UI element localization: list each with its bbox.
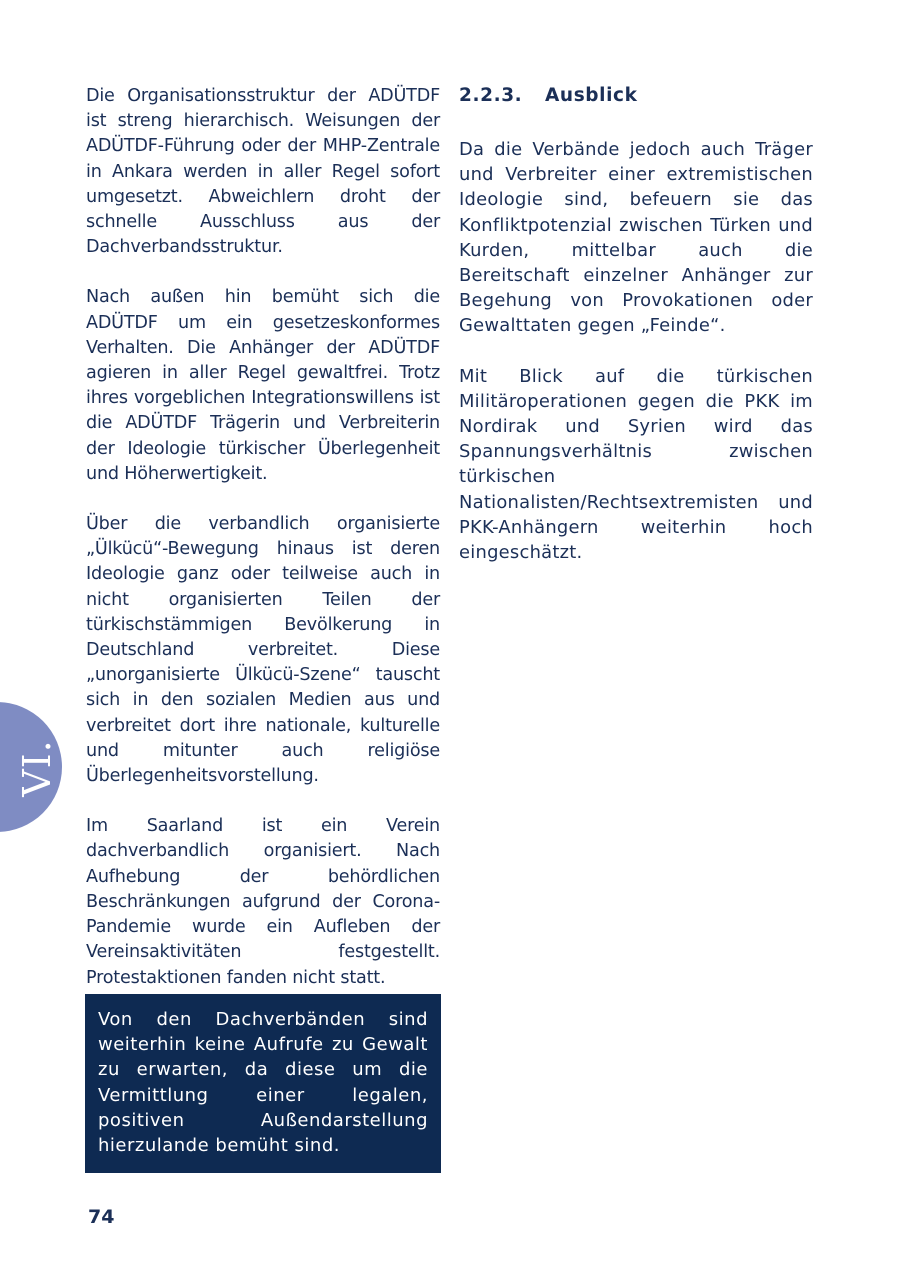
section-heading bbox=[459, 84, 813, 108]
callout-box bbox=[85, 994, 441, 1173]
paragraph-saarland: Im Saarland ist ein Verein dachverbandlich organisiert. Nach Aufhebung der behördlichen Beschränkungen aufgrund der Corona-Pandemie wurde ein Aufleben der Vereinsaktivitäten festgestellt. Protestaktionen fanden nicht statt. bbox=[86, 816, 440, 988]
paragraph-military-operations: Mit Blick auf die türkischen Militäroperationen gegen die PKK im Nordirak und Syrien wird das Spannungsverhältnis zwischen türkischen Nationalisten/Rechtsextremisten und PKK-Anhängern weiterhin hoch eingeschätzt. bbox=[459, 365, 813, 564]
paragraph-organisation: Die Organisationsstruktur der ADÜTDF ist streng hierarchisch. Weisungen der ADÜTDF-Führung oder der MHP-Zentrale in Ankara werden in aller Regel sofort umgesetzt. Abweichlern droht der schnelle Ausschluss aus der Dachverbandsstruktur. bbox=[86, 86, 440, 258]
section-number: 2.2.3. bbox=[459, 85, 523, 106]
chapter-label: VI. bbox=[15, 739, 59, 797]
page-number: 74 bbox=[88, 1206, 115, 1228]
right-column bbox=[459, 84, 813, 590]
left-column bbox=[86, 84, 440, 1016]
section-title: Ausblick bbox=[545, 85, 638, 106]
paragraph-legal-behaviour: Nach außen hin bemüht sich die ADÜTDF um ein gesetzeskonformes Verhalten. Die Anhänger der ADÜTDF agieren in aller Regel gewaltfrei. Trotz ihres vorgeblichen Integrationswillens ist die ADÜTDF Trägerin und Verbreiterin der Ideologie türkischer Überlegenheit und Höherwertigkeit. bbox=[86, 287, 440, 484]
paragraph-conflict-potential: Da die Verbände jedoch auch Träger und Verbreiter einer extremistischen Ideologie sind, befeuern sie das Konfliktpotenzial zwischen Türken und Kurden, mittelbar auch die Bereitschaft einzelner Anhänger zur Begehung von Provokationen oder Gewalttaten gegen „Feinde“. bbox=[459, 139, 813, 337]
paragraph-ulkucu-movement: Über die verbandlich organisierte „Ülkücü“-Bewegung hinaus ist deren Ideologie ganz oder teilweise auch in nicht organisierten Teilen der türkischstämmigen Bevölkerung in Deutschland verbreitet. Diese „unorganisierte Ülkücü-Szene“ tauscht sich in den sozialen Medien aus und verbreitet dort ihre nationale, kulturelle und mitunter auch religiöse Überlegenheitsvorstellung. bbox=[86, 514, 440, 787]
callout-text: Von den Dachverbänden sind weiterhin keine Aufrufe zu Gewalt zu erwarten, da diese um die Vermittlung einer legalen, positiven Außendarstellung hierzulande bemüht sind. bbox=[98, 1009, 428, 1157]
